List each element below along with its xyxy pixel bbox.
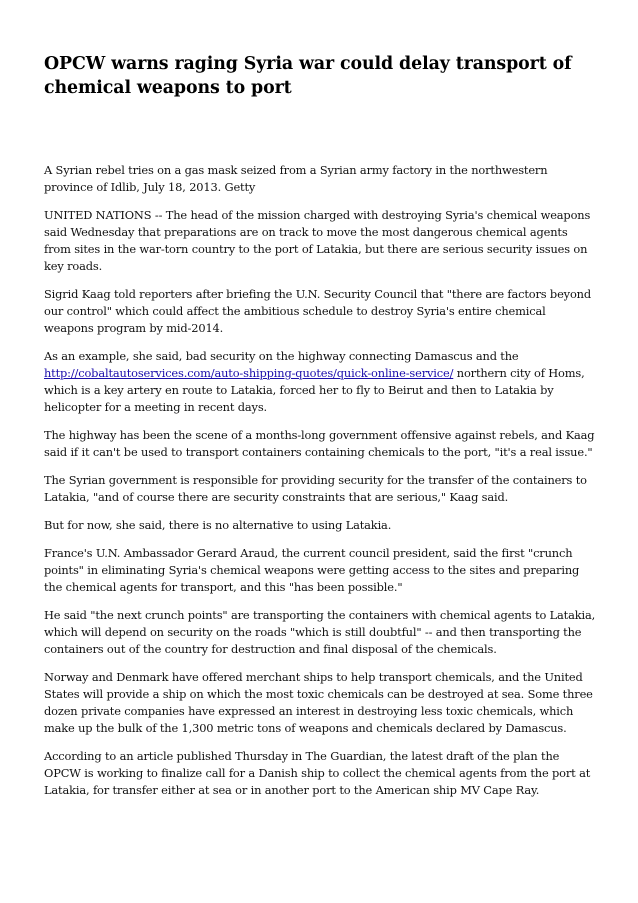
paragraph: But for now, she said, there is no alternative to using Latakia. (44, 518, 392, 532)
document-page (44, 0, 596, 810)
paragraph: UNITED NATIONS -- The head of the mission charged with destroying Syria's chemical weapons said Wednesday that preparations are on track to move the most dangerous chemical agents from sites in the war-torn country to the port of Latakia, but there are serious security issues on key roads. (44, 208, 591, 273)
photo-caption: A Syrian rebel tries on a gas mask seized from a Syrian army factory in the northwestern province of Idlib, July 18, 2013. Getty (44, 163, 548, 194)
inline-link[interactable]: http://cobaltautoservices.com/auto-shipping-quotes/quick-online-service/ (44, 366, 454, 380)
paragraph: France's U.N. Ambassador Gerard Araud, the current council president, said the first "crunch points" in eliminating Syria's chemical weapons were getting access to the sites and preparing the chemical agents for transport, and this "has been possible." (44, 546, 580, 594)
paragraph (44, 348, 596, 416)
paragraph-text: northern city of Homs, which is a key artery en route to Latakia, forced her to fly to Beirut and then to Latakia by helicopter for a meeting in recent days. (44, 366, 585, 414)
article-title: OPCW warns raging Syria war could delay transport of chemical weapons to port (44, 54, 572, 98)
paragraph: Sigrid Kaag told reporters after briefing the U.N. Security Council that "there are factors beyond our control" which could affect the ambitious schedule to destroy Syria's entire chemical weapons program by mid-2014. (44, 287, 591, 335)
paragraph: Norway and Denmark have offered merchant ships to help transport chemicals, and the United States will provide a ship on which the most toxic chemicals can be destroyed at sea. Some three dozen private companies have expressed an interest in destroying less toxic chemicals, which make up the bulk of the 1,300 metric tons of weapons and chemicals declared by Damascus. (44, 670, 593, 735)
paragraph-text: As an example, she said, bad security on the highway connecting Damascus and the (44, 349, 519, 363)
paragraph: He said "the next crunch points" are transporting the containers with chemical agents to Latakia, which will depend on security on the roads "which is still doubtful" -- and then transporting the containers out of the country for destruction and final disposal of the chemicals. (44, 608, 596, 656)
paragraph: The Syrian government is responsible for providing security for the transfer of the containers to Latakia, "and of course there are security constraints that are serious," Kaag said. (44, 473, 587, 504)
paragraph: The highway has been the scene of a months-long government offensive against rebels, and Kaag said if it can't be used to transport containers containing chemicals to the port, "it's a real issue." (44, 428, 595, 459)
article-body (44, 162, 596, 799)
paragraph: According to an article published Thursday in The Guardian, the latest draft of the plan the OPCW is working to finalize call for a Danish ship to collect the chemical agents from the port at Latakia, for transfer either at sea or in another port to the American ship MV Cape Ray. (44, 749, 591, 797)
